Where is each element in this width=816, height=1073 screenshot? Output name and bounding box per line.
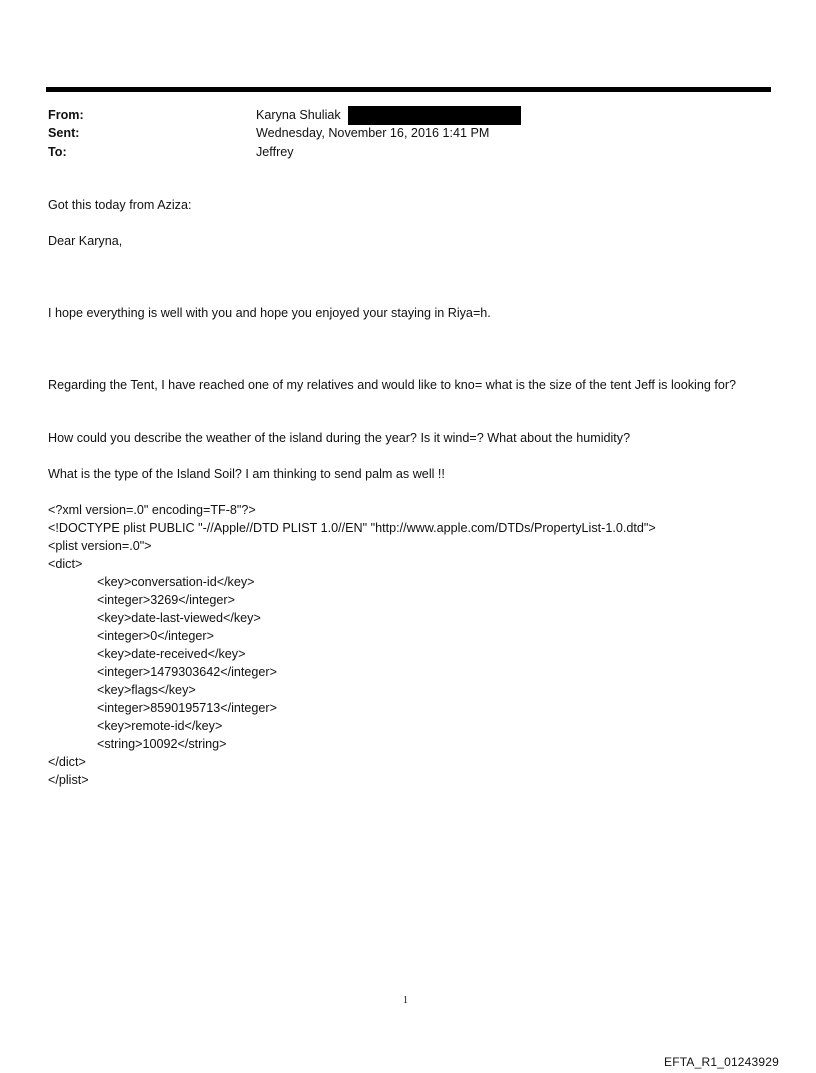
to-label: To:	[48, 145, 67, 159]
plist-line: <dict>	[48, 557, 83, 571]
plist-line: <integer>8590195713</integer>	[97, 701, 277, 715]
from-value: Karyna Shuliak	[256, 108, 341, 122]
plist-line: <integer>1479303642</integer>	[97, 665, 277, 679]
plist-line: </plist>	[48, 773, 89, 787]
plist-line: </dict>	[48, 755, 86, 769]
body-greeting: Dear Karyna,	[48, 234, 123, 248]
plist-line: <!DOCTYPE plist PUBLIC "-//Apple//DTD PLIST 1.0//EN" "http://www.apple.com/DTDs/PropertyList-1.0.dtd">	[48, 521, 656, 535]
body-paragraph-1: I hope everything is well with you and hope you enjoyed your staying in Riya=h.	[48, 306, 491, 320]
header-rule	[46, 87, 771, 92]
body-paragraph-4: What is the type of the Island Soil? I am thinking to send palm as well !!	[48, 467, 445, 481]
bates-number: EFTA_R1_01243929	[664, 1055, 780, 1069]
to-value: Jeffrey	[256, 145, 294, 159]
plist-line: <integer>3269</integer>	[97, 593, 235, 607]
sent-value: Wednesday, November 16, 2016 1:41 PM	[256, 126, 490, 140]
body-intro: Got this today from Aziza:	[48, 198, 192, 212]
sent-label: Sent:	[48, 126, 80, 140]
body-paragraph-3: How could you describe the weather of the island during the year? Is it wind=? What about the humidity?	[48, 431, 631, 445]
plist-line: <plist version=.0">	[48, 539, 152, 553]
plist-line: <key>remote-id</key>	[97, 719, 223, 733]
plist-line: <integer>0</integer>	[97, 629, 214, 643]
plist-line: <string>10092</string>	[97, 737, 227, 751]
plist-line: <key>date-last-viewed</key>	[97, 611, 261, 625]
plist-line: <key>flags</key>	[97, 683, 196, 697]
plist-line: <?xml version=.0" encoding=TF-8"?>	[48, 503, 256, 517]
plist-line: <key>date-received</key>	[97, 647, 246, 661]
body-paragraph-2: Regarding the Tent, I have reached one of my relatives and would like to kno= what is the size of the tent Jeff is looking for?	[48, 378, 737, 392]
redaction-block	[348, 106, 521, 125]
plist-line: <key>conversation-id</key>	[97, 575, 255, 589]
from-label: From:	[48, 108, 84, 122]
page-number: 1	[403, 995, 408, 1006]
